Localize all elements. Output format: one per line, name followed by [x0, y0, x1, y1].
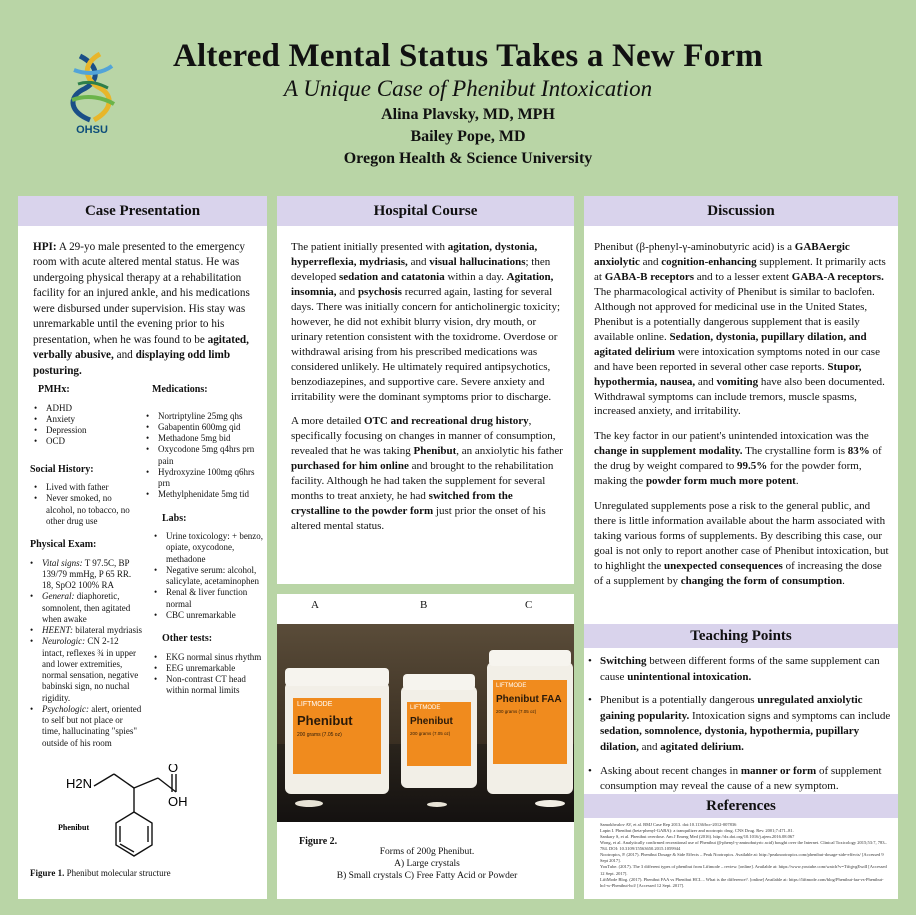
jar-a: LIFTMODE Phenibut 200 grams (7.05 oz) [285, 682, 389, 794]
list-item: • Hydroxyzine 100mg q6hrs prn [146, 467, 264, 490]
institution: Oregon Health & Science University [343, 150, 593, 167]
oxygen-label: O [168, 764, 179, 775]
teaching-points-list [588, 654, 892, 803]
list-item: • Renal & liver function normal [154, 587, 264, 610]
hospital-course-heading: Hospital Course [277, 196, 574, 226]
discussion-paragraph-2: The key factor in our patient's unintended intoxication was the change in supplement modality. The crystalline form is 83% of the drug by weight compared to 99.5% for the powder form, making the powder form much more potent. [594, 430, 882, 488]
list-item: • EEG unremarkable [154, 663, 264, 674]
list-item: • Gabapentin 600mg qid [146, 422, 264, 433]
medications-list [146, 411, 264, 501]
medications-title: Medications: [152, 384, 208, 395]
reference-item: LiftMode Blog. (2017). Phenibut FAA vs Phenibut HCL – What is the difference?. [online] Available at: https://liftmode.com/blog/Phenibut-faa-vs-Phenibut-hcl-w-Phenibut-hcl/ [Accessed 12 Sept. 2017]. [600, 876, 884, 888]
pmhx-title: PMHx: [38, 384, 70, 395]
list-item: • EKG normal sinus rhythm [154, 652, 264, 663]
hpi-bold-1: agitated, verbally abusive, [33, 333, 249, 362]
list-item: • ADHD [34, 403, 142, 414]
figure-2-label: Figure 2. [299, 836, 338, 847]
ohsu-logo [60, 48, 124, 143]
list-item: • Oxycodone 5mg q4hrs prn pain [146, 444, 264, 467]
social-history-list [30, 482, 142, 527]
poster-header [0, 0, 916, 178]
case-presentation-heading: Case Presentation [18, 196, 267, 226]
pmhx-list [30, 403, 142, 448]
course-paragraph-1: The patient initially presented with agitation, dystonia, hyperreflexia, mydriasis, and visual hallucinations; then developed sedation and catatonia within a day. Agitation, insomnia, and psychosis recurred again, lasting for several days. There was initially concern for anticholinergic toxicity; however, he did not exhibit blurry vision, dry mouth, or urinary retention consistent with the toxidrome. Overdose or withdrawal arising from his prescribed medications was considered unlikely. He ultimately required antipsychotics, benzodiazepines, and supportive care. Severe anxiety and irritability were the dominant symptoms prior to discharge. [291, 241, 561, 403]
powder-pile-a [295, 800, 323, 807]
hpi-and: and [116, 349, 133, 362]
list-item: • Switching between different forms of the same supplement can cause unintentional intoxication. [588, 654, 892, 685]
list-item: • Vital signs: T 97.5C, BP 139/79 mmHg, P 65 RR. 18, SpO2 100% RA [30, 558, 142, 592]
list-item: • Urine toxicology: + benzo, opiate, oxycodone, methadone [154, 531, 264, 565]
figure-label-a: A [311, 599, 319, 611]
labs-list [146, 531, 264, 621]
list-item: • Phenibut is a potentially dangerous unregulated anxiolytic gaining popularity. Intoxication signs and symptoms can include sedation, somnolence, dystonia, hypothermia, pupillary dilation, and agitated delirium. [588, 693, 892, 755]
figure-2-caption: Forms of 200g Phenibut. A) Large crystals B) Small crystals C) Free Fatty Acid or Powder [336, 847, 518, 881]
list-item: • Neurologic: CN 2-12 intact, reflexes ¾ in upper and lower extremities, normal sensation, negative babinski sign, no nuchal rigidity. [30, 636, 142, 704]
logo-label: OHSU [76, 124, 108, 136]
poster-subtitle: A Unique Case of Phenibut Intoxication [283, 76, 653, 101]
list-item: • Nortriptyline 25mg qhs [146, 411, 264, 422]
figure-label-b: B [420, 599, 428, 611]
list-item: • Asking about recent changes in manner or form of supplement consumption may reveal the cause of a new symptom. [588, 764, 892, 795]
discussion-heading: Discussion [584, 196, 898, 226]
list-item: • Methylphenidate 5mg tid [146, 489, 264, 500]
figure-1-caption: Figure 1. Phenibut molecular structure [30, 868, 171, 878]
reference-item: Nootropics, P. (2017). Phenibut Dosage & Side Effects – Peak Nootropics. Available at: http://peaknootropics.com/phenibut-dosage-side-effects/ [Accessed 9 Sept 2017]. [600, 852, 884, 864]
helix-logo-icon [60, 48, 124, 126]
references-panel [584, 794, 898, 899]
history-column [30, 376, 142, 749]
list-item: • Psychologic: alert, oriented to self but not place or time, hallucinating "spies" outside of his room [30, 704, 142, 749]
jar-c: LIFTMODE Phenibut FAA 200 grams (7.05 oz) [487, 662, 573, 794]
poster-title: Altered Mental Status Takes a New Form [173, 38, 763, 74]
jar-b: LIFTMODE Phenibut 200 grams (7.05 oz) [401, 686, 477, 788]
meds-labs-column [146, 376, 264, 697]
references-list [590, 822, 890, 889]
hydroxyl-label: OH [168, 794, 188, 809]
physical-exam-list [30, 558, 142, 749]
list-item: • Lived with father [34, 482, 142, 493]
course-paragraph-2: A more detailed OTC and recreational drug history, specifically focusing on changes in manner of consumption, revealed that he was taking Phenibut, an anxiolytic his father purchased for him online and brought to the rehabilitation facility. Although he had taken the supplement for several months to treat anxiety, he had switched from the crystalline to the powder form just prior the onset of his altered mental status. [291, 415, 563, 533]
teaching-points-panel [584, 624, 898, 794]
reference-item: Wong, et al. Analytically confirmed recreational use of Phenibut (β-phenyl-γ-aminobutyric acid) bought over the Internet. Clinical Toxicology 2015;53:7, 783–784. DOI: 10.3109/15563650.2015.1059944 [600, 840, 887, 852]
hpi-text: A 29-yo male presented to the emergency room with acute altered mental status. He was undergoing physical therapy at a rehabilitation facility for an injured ankle, and his medications were disbursed under supervision. His stay was unremarkable until the evening prior to his presentation, when he was found to be [33, 241, 250, 346]
social-history-title: Social History: [30, 463, 94, 475]
figure-label-c: C [525, 599, 533, 611]
other-tests-list [146, 652, 264, 697]
list-item: • Negative serum: alcohol, salicylate, acetaminophen [154, 565, 264, 588]
list-item: • General: diaphoretic, somnolent, then agitated when awake [30, 591, 142, 625]
hpi-paragraph [33, 240, 261, 379]
references-heading: References [584, 794, 898, 818]
list-item: • HEENT: bilateral mydriasis [30, 625, 142, 636]
other-tests-title: Other tests: [162, 633, 213, 644]
author-2: Bailey Pope, MD [410, 128, 526, 145]
supplement-photo [277, 624, 574, 822]
discussion-paragraph-1: Phenibut (β-phenyl-γ-aminobutyric acid) is a GABAergic anxiolytic and cognition-enhancing supplement. It primarily acts at GABA-B receptors and to a lesser extent GABA-A receptors. The pharmacological activity of Phenibut is similar to baclofen. Although not approved for medicinal use in the United States, Phenibut is a potentially dangerous supplement that is easily available online. Sedation, dystonia, pupillary dilation, and agitated delirium were intoxication symptoms noted in our case and have been reported in several other case reports. Stupor, hypothermia, nausea, and vomiting have also been documented. Withdrawal symptoms can include tremors, muscle spasms, increased anxiety, and irritability. [594, 241, 886, 418]
discussion-panel [584, 196, 898, 624]
case-presentation-panel [18, 196, 267, 899]
powder-pile-b [427, 802, 447, 807]
reference-item: Samokhvalov AV, et al. BMJ Case Rep 2013. doi:10.1136/bcr-2012-007836 [600, 822, 737, 827]
powder-pile-c [535, 800, 565, 807]
list-item: • CBC unremarkable [154, 610, 264, 621]
list-item: • OCD [34, 436, 142, 447]
hospital-course-text [291, 240, 563, 544]
reference-item: Sankary S, et al. Phenibut overdose. Am J Emerg Med (2016). http://dx.doi.org/10.1016/j.ajem.2016.08.067 [600, 834, 795, 840]
hospital-course-panel [277, 196, 574, 584]
reference-item: YouTube. (2017). The 3 different types of phenibut from Liftmode – review. [online]. Available at: https://www.youtube.com/watch?v=TtfqjvgEwdI [Accessed 12 Sept. 2017]. [600, 864, 887, 876]
list-item: • Depression [34, 425, 142, 436]
physical-exam-title: Physical Exam: [30, 539, 97, 550]
discussion-paragraph-3: Unregulated supplements pose a risk to the general public, and there is little information available about the harm associated with taking various forms of supplements. By describing this case, our goal is not only to report another case of Phenibut intoxication, but to highlight the unexpected consequences of increasing the dose of a supplement by changing the form of consumption. [594, 500, 889, 588]
phenibut-structure-diagram [58, 764, 208, 882]
hpi-label: HPI: [33, 241, 57, 253]
list-item: • Anxiety [34, 414, 142, 425]
list-item: • Methadone 5mg bid [146, 433, 264, 444]
author-1: Alina Plavsky, MD, MPH [381, 106, 555, 123]
teaching-points-heading: Teaching Points [584, 624, 898, 648]
discussion-text [594, 240, 892, 599]
list-item: • Never smoked, no alcohol, no tobacco, no other drug use [34, 493, 142, 527]
labs-title: Labs: [162, 512, 187, 524]
figure-2-panel [277, 594, 574, 899]
list-item: • Non-contrast CT head within normal limits [154, 674, 264, 697]
molecule-name: Phenibut [58, 823, 90, 832]
reference-item: Lapin I. Phenibut (beta-phenyl-GABA): a tranquilizer and nootropic drug. CNS Drug. Rev. 2001;7:471–81. [600, 828, 794, 834]
amine-label: H2N [66, 776, 93, 791]
hpi-bold-2: displaying odd limb posturing. [33, 349, 231, 377]
